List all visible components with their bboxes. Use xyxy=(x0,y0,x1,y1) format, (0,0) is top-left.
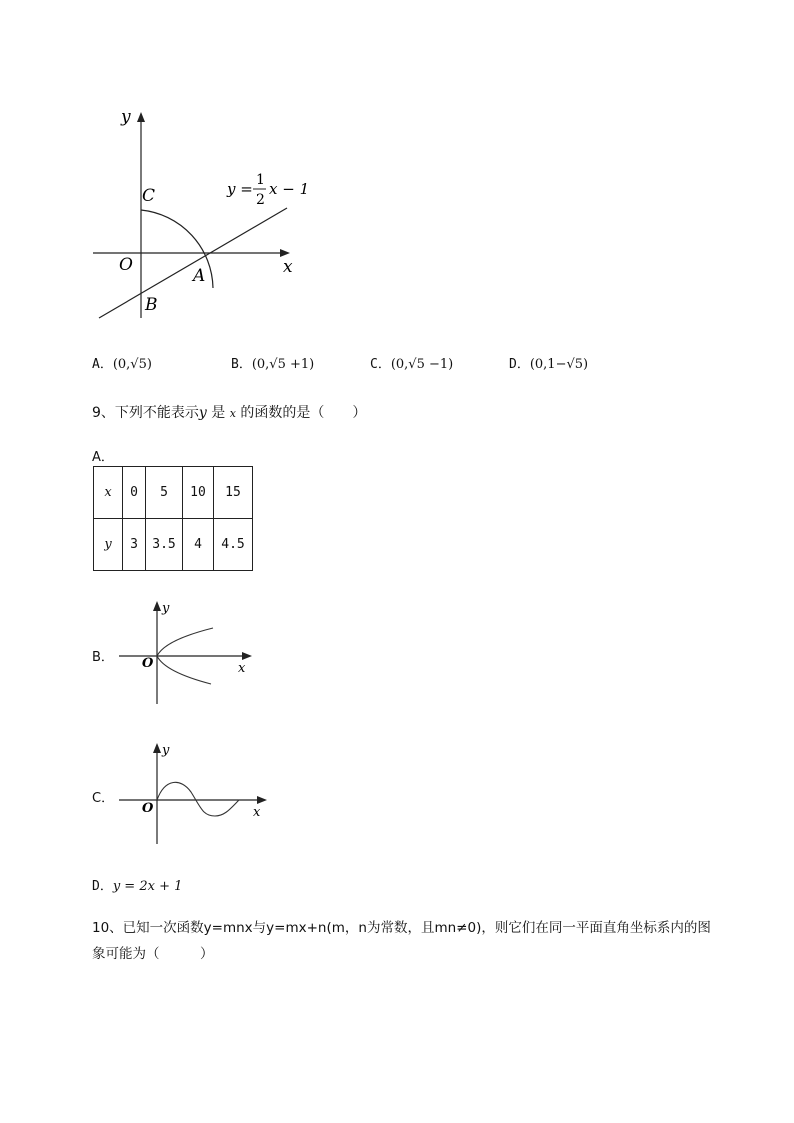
wave-curve xyxy=(157,782,239,816)
q9-option-c-label[interactable]: C． xyxy=(92,791,115,806)
q8-option-a[interactable]: A．(0,√5) xyxy=(92,357,152,372)
q9-option-c-graph xyxy=(115,738,270,848)
table-cell: 5 xyxy=(146,467,183,519)
q8-option-d[interactable]: D．(0,1−√5) xyxy=(509,357,589,372)
table-cell: 4.5 xyxy=(214,519,253,571)
q9-value-table xyxy=(93,466,253,571)
table-cell: 15 xyxy=(214,467,253,519)
point-b-label: B xyxy=(145,295,158,315)
figure-coordinate-diagram xyxy=(85,100,315,325)
equation-denominator: 2 xyxy=(256,192,265,208)
table-cell: 4 xyxy=(183,519,214,571)
x-axis-arrow xyxy=(280,249,290,257)
table-header-x: x xyxy=(94,467,123,519)
origin-label: O xyxy=(142,801,154,816)
y-axis-label: y xyxy=(162,601,170,616)
q9-option-b-graph xyxy=(115,598,255,708)
y-axis-label: y xyxy=(121,107,131,127)
table-header-y: y xyxy=(94,519,123,571)
origin-label: O xyxy=(142,656,154,671)
table-cell: 3.5 xyxy=(146,519,183,571)
equation-numerator: 1 xyxy=(256,172,265,188)
table-cell: 0 xyxy=(123,467,146,519)
equation-lhs: y = xyxy=(227,180,253,198)
q8-option-c[interactable]: C．(0,√5 −1) xyxy=(370,357,454,372)
table-row-y xyxy=(94,519,253,571)
curve-upper xyxy=(157,628,213,656)
equation-rhs: x − 1 xyxy=(269,180,310,198)
y-axis-arrow xyxy=(153,601,161,611)
curve-lower xyxy=(157,656,211,684)
x-axis-label: x xyxy=(253,805,261,820)
point-c-label: C xyxy=(142,186,156,206)
x-axis-label: x xyxy=(283,257,293,277)
x-axis-arrow xyxy=(242,652,252,660)
q8-option-b[interactable]: B．(0,√5 +1) xyxy=(231,357,315,372)
q10-stem-line1: 10、已知一次函数y=mnx与y=mx+n(m，n为常数，且mn≠0)，则它们在同一平面直角坐标系内的图 xyxy=(92,920,711,936)
x-axis-label: x xyxy=(238,661,246,676)
table-row-x xyxy=(94,467,253,519)
y-axis-arrow xyxy=(137,112,145,122)
y-axis-arrow xyxy=(153,743,161,753)
table-cell: 3 xyxy=(123,519,146,571)
point-a-label: A xyxy=(193,266,206,286)
q9-option-a-label[interactable]: A． xyxy=(92,450,114,465)
y-axis-label: y xyxy=(162,743,170,758)
q9-option-d[interactable]: D．y = 2x + 1 xyxy=(92,879,183,894)
q10-stem-line2: 象可能为（ ） xyxy=(92,946,214,962)
x-axis-arrow xyxy=(257,796,267,804)
table-cell: 10 xyxy=(183,467,214,519)
q9-stem: 9、下列不能表示y 是 x 的函数的是（ ） xyxy=(92,405,367,421)
origin-label: O xyxy=(119,255,133,275)
q9-option-b-label[interactable]: B． xyxy=(92,650,114,665)
